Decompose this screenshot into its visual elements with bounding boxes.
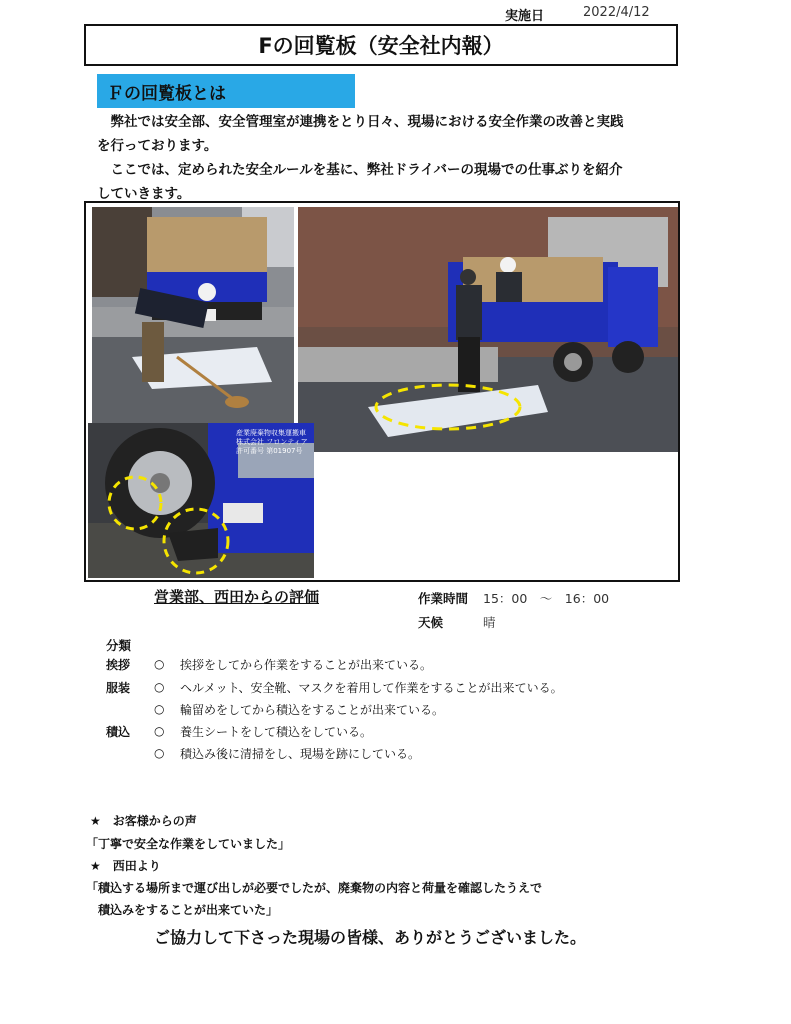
photo-frame [84,201,680,582]
category-header: 分類 [106,638,132,653]
intro-line-4: していきます。 [97,186,191,202]
eval-category: 積込 [106,724,131,739]
check-mark: ○ [154,702,165,716]
weather-value: 晴 [483,615,496,630]
eval-category: 服装 [106,680,131,695]
eval-text: 挨拶をしてから作業をすることが出来ている。 [180,657,433,672]
date-value: 2022/4/12 [583,5,650,20]
intro-line-3: ここでは、定められた安全ルールを基に、弊社ドライバーの現場での仕事ぶりを紹介 [97,162,623,178]
eval-item [106,654,432,674]
truck-door-text [236,429,308,456]
check-mark: ○ [154,724,165,738]
eval-item [106,677,563,697]
eval-text: 輪留めをしてから積込をすることが出来ている。 [180,702,445,717]
nishida-heading: ★ 西田より [90,859,161,873]
eval-text: 積込み後に清掃をし、現場を跡にしている。 [180,746,421,761]
work-time-label: 作業時間 [418,591,469,606]
customer-voice-heading: ★ お客様からの声 [90,814,197,828]
truck-door-line-1: 産業廃棄物収集運搬車 [236,429,306,437]
eval-item [106,721,372,741]
weather-label: 天候 [418,615,444,630]
section-heading: Ｆの回覧板とは [97,74,355,108]
intro-line-1: 弊社では安全部、安全管理室が連携をとり日々、現場における安全作業の改善と実践 [97,114,624,130]
evaluation-title: 営業部、西田からの評価 [154,588,320,606]
photo-wheel-chock [88,423,314,578]
photo-loading [298,207,678,452]
nishida-quote-line-1: 「積込する場所まで運び出しが必要でしたが、廃棄物の内容と荷量を確認したうえで [86,881,543,895]
date-label: 実施日 [505,9,545,24]
page-title: Fの回覧板（安全社内報） [84,24,678,66]
truck-door-line-3: 許可番号 第01907号 [236,447,303,455]
eval-text: ヘルメット、安全靴、マスクを着用して作業をすることが出来ている。 [180,680,563,695]
work-time-value: 15：00 ～ 16：00 [483,591,610,606]
intro-line-2: を行っております。 [97,138,218,154]
check-mark: ○ [154,680,165,694]
photo-sweeping [92,207,294,423]
eval-category: 挨拶 [106,657,131,672]
eval-item [106,699,444,719]
customer-voice-quote: 「丁寧で安全な作業をしていました」 [86,837,291,851]
truck-door-line-2: 株式会社 フロンティア [236,438,308,446]
eval-item [106,743,420,763]
check-mark: ○ [154,657,165,671]
eval-text: 養生シートをして積込をしている。 [180,724,373,739]
closing-message: ご協力して下さった現場の皆様、ありがとうございました。 [154,928,587,947]
nishida-quote-line-2: 積込みをすることが出来ていた」 [86,903,279,917]
check-mark: ○ [154,746,165,760]
